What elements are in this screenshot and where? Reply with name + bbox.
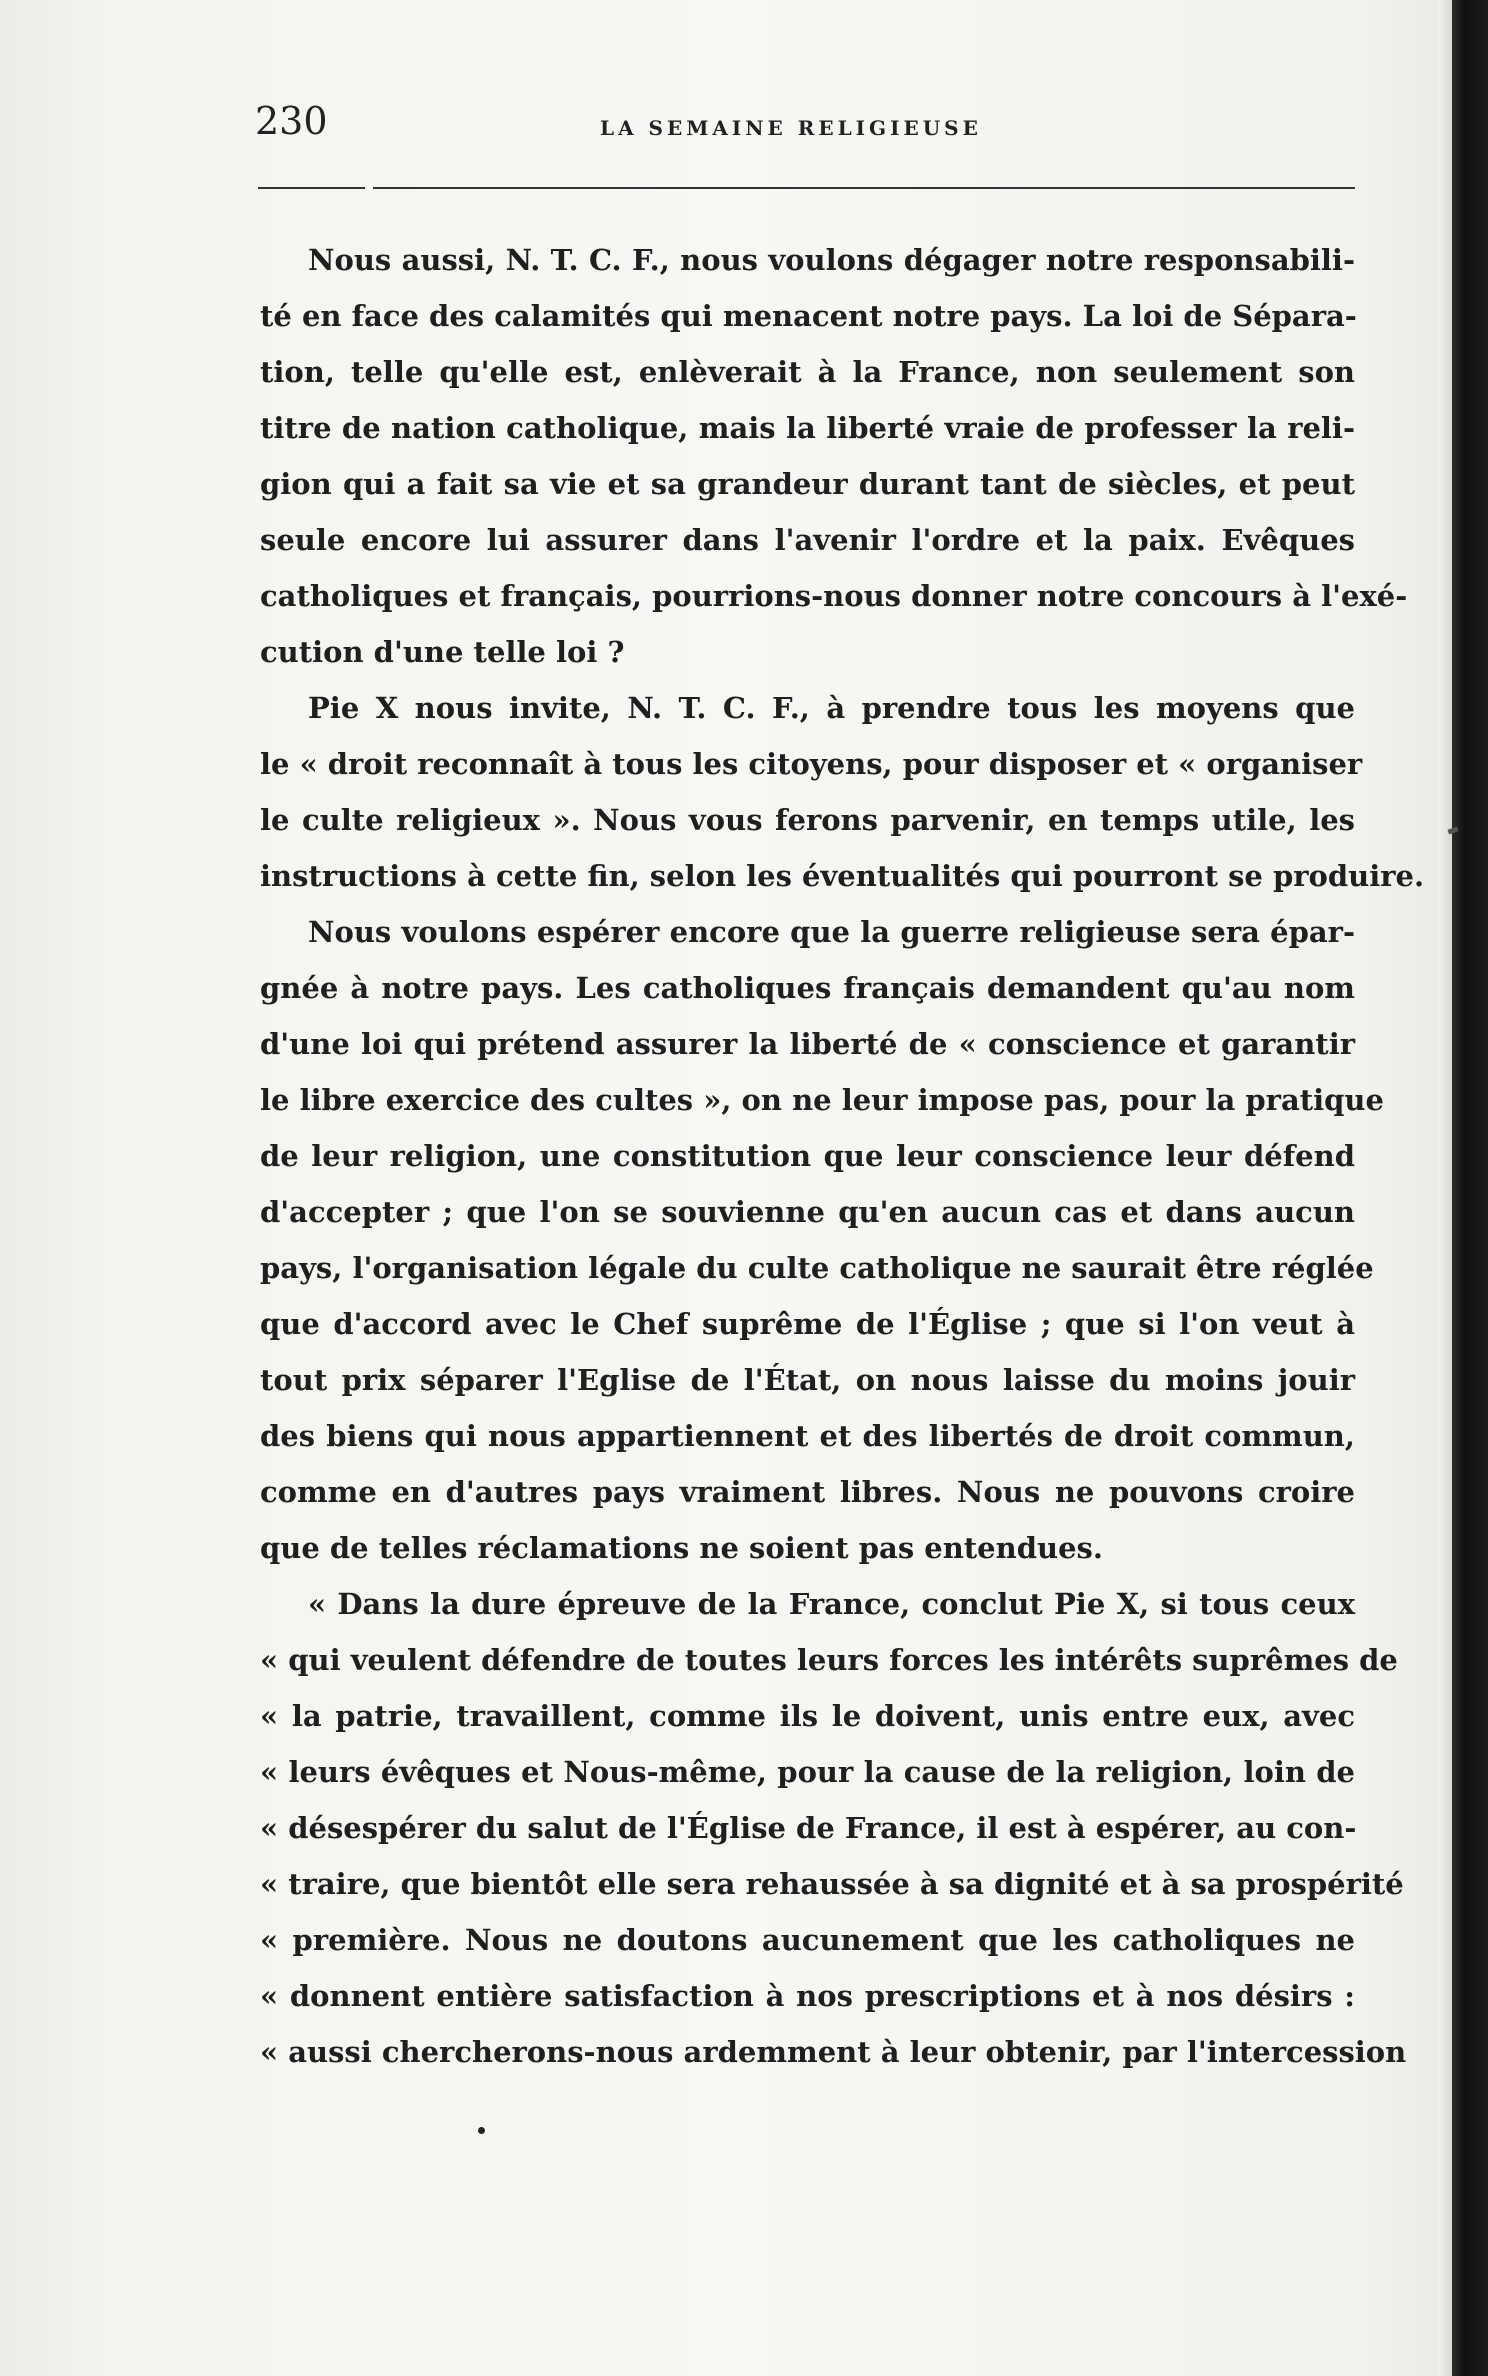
text-line: té en face des calamités qui menacent notre pays. La loi de Sépara- xyxy=(260,299,1357,333)
header-rule xyxy=(258,187,1355,189)
text-line: tion, telle qu'elle est, enlèverait à la France, non seulement son xyxy=(260,355,1355,389)
running-head: LA SEMAINE RELIGIEUSE xyxy=(600,116,982,140)
text-line: « désespérer du salut de l'Église de France, il est à espérer, au con- xyxy=(260,1811,1357,1845)
page-edge-black-border xyxy=(1452,0,1488,2376)
text-line: cution d'une telle loi ? xyxy=(260,635,625,669)
text-line: le « droit reconnaît à tous les citoyens, pour disposer et « organiser xyxy=(260,747,1363,781)
text-line: « Dans la dure épreuve de la France, conclut Pie X, si tous ceux xyxy=(308,1587,1355,1621)
text-line: catholiques et français, pourrions-nous donner notre concours à l'exé- xyxy=(260,579,1408,613)
text-line: gnée à notre pays. Les catholiques français demandent qu'au nom xyxy=(260,971,1355,1005)
text-line: « première. Nous ne doutons aucunement que les catholiques ne xyxy=(260,1923,1355,1957)
text-line: le culte religieux ». Nous vous ferons parvenir, en temps utile, les xyxy=(260,803,1355,837)
text-line: tout prix séparer l'Eglise de l'État, on nous laisse du moins jouir xyxy=(260,1363,1355,1397)
text-line: Nous aussi, N. T. C. F., nous voulons dégager notre responsabili- xyxy=(308,243,1355,277)
text-line: de leur religion, une constitution que leur conscience leur défend xyxy=(260,1139,1355,1173)
text-line: « qui veulent défendre de toutes leurs forces les intérêts suprêmes de xyxy=(260,1643,1398,1677)
text-line: comme en d'autres pays vraiment libres. Nous ne pouvons croire xyxy=(260,1475,1355,1509)
paragraph-3 xyxy=(260,904,1384,1576)
body-text xyxy=(260,232,1425,2080)
paragraph-4 xyxy=(260,1576,1407,2080)
text-line: « leurs évêques et Nous-même, pour la cause de la religion, loin de xyxy=(260,1755,1355,1789)
text-line: d'accepter ; que l'on se souvienne qu'en aucun cas et dans aucun xyxy=(260,1195,1355,1229)
text-line: « aussi chercherons-nous ardemment à leur obtenir, par l'intercession xyxy=(260,2035,1407,2069)
text-line: Nous voulons espérer encore que la guerre religieuse sera épar- xyxy=(308,915,1355,949)
text-line: le libre exercice des cultes », on ne leur impose pas, pour la pratique xyxy=(260,1083,1384,1117)
page-header xyxy=(255,100,1355,150)
text-line: que de telles réclamations ne soient pas entendues. xyxy=(260,1531,1103,1565)
text-line: « traire, que bientôt elle sera rehaussée à sa dignité et à sa prospérité xyxy=(260,1867,1404,1901)
header-rule-break xyxy=(365,185,373,191)
text-line: titre de nation catholique, mais la liberté vraie de professer la reli- xyxy=(260,411,1355,445)
text-line: d'une loi qui prétend assurer la liberté de « conscience et garantir xyxy=(260,1027,1355,1061)
text-line: « la patrie, travaillent, comme ils le doivent, unis entre eux, avec xyxy=(260,1699,1355,1733)
page-edge-shadow xyxy=(1438,0,1452,2376)
text-line: instructions à cette fin, selon les éventualités qui pourront se produire. xyxy=(260,859,1425,893)
text-line: des biens qui nous appartiennent et des libertés de droit commun, xyxy=(260,1419,1355,1453)
scan-dot xyxy=(478,2127,485,2134)
text-line: « donnent entière satisfaction à nos prescriptions et à nos désirs : xyxy=(260,1979,1355,2013)
page-number: 230 xyxy=(255,99,328,143)
text-line: seule encore lui assurer dans l'avenir l'ordre et la paix. Evêques xyxy=(260,523,1355,557)
text-line: Pie X nous invite, N. T. C. F., à prendre tous les moyens que xyxy=(308,691,1355,725)
text-line: gion qui a fait sa vie et sa grandeur durant tant de siècles, et peut xyxy=(260,467,1355,501)
text-line: pays, l'organisation légale du culte catholique ne saurait être réglée xyxy=(260,1251,1374,1285)
paragraph-1 xyxy=(260,232,1408,680)
paragraph-2 xyxy=(260,680,1425,904)
text-line: que d'accord avec le Chef suprême de l'Église ; que si l'on veut à xyxy=(260,1307,1355,1341)
